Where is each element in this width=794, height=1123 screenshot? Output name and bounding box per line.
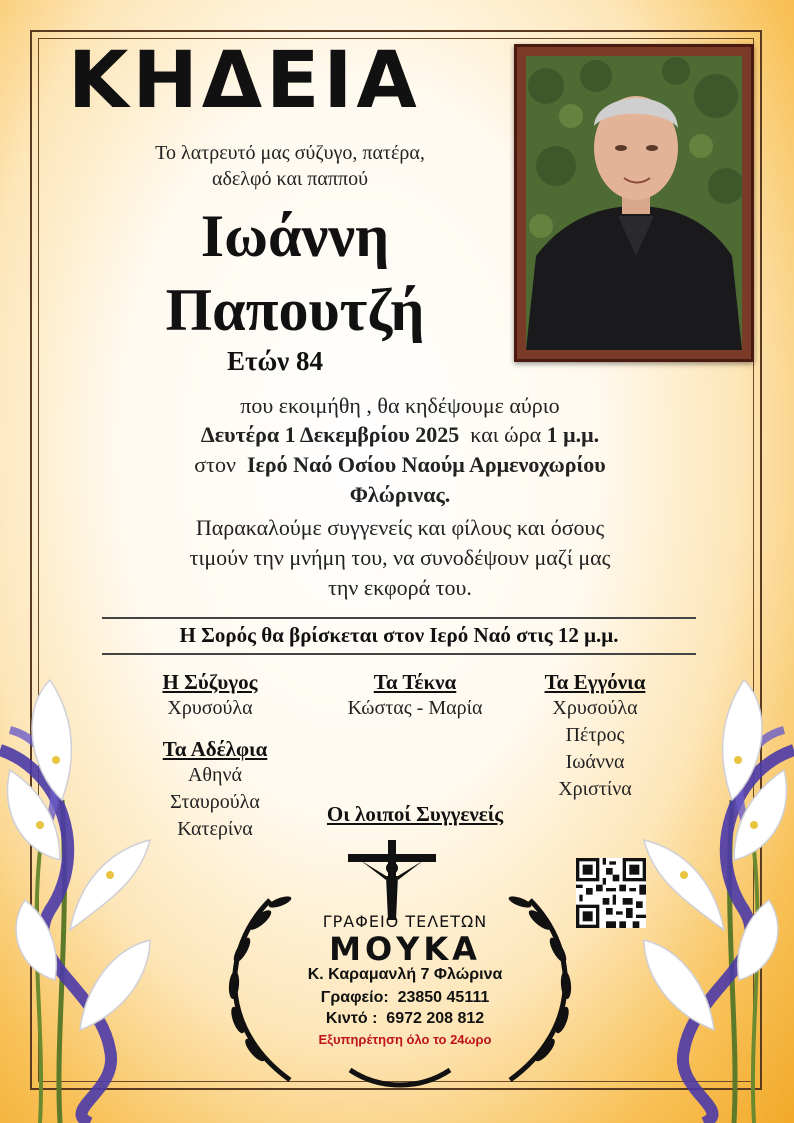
spouse-name: Χρυσούλα [167,697,253,719]
sibling-name: Σταυρούλα [170,791,260,813]
grandchildren-heading: Τα Εγγόνια [544,670,646,694]
funeral-home-name: ΜΟΥΚΑ [329,930,481,968]
grandchildren-block [515,670,675,803]
children-heading: Τα Τέκνα [373,670,457,694]
office-phone[interactable]: 23850 45111 [397,989,490,1006]
service-place-prefix: στον [194,452,236,477]
service-church: Ιερό Ναό Οσίου Ναούμ Αρμενοχωρίου [246,452,606,477]
portrait-photo [526,56,742,350]
children-names: Κώστας - Μαρία [347,697,483,719]
funeral-home-address: Κ. Καραμανλή 7 Φλώρινα [307,966,503,983]
grandchild-name: Ιωάννα [565,751,625,773]
sibling-name: Αθηνά [187,764,242,786]
qr-code-icon[interactable] [576,858,646,928]
service-note: Εξυπηρέτηση όλο το 24ωρο [318,1032,492,1047]
divider-bottom [102,653,696,655]
intro-line-1: Το λατρευτό μας σύζυγο, πατέρα, [155,142,425,164]
portrait-frame [514,44,754,362]
office-label: Γραφείο: [320,989,389,1006]
invite-line-1: Παρακαλούμε συγγενείς και φίλους και όσους [195,515,605,540]
sibling-name: Κατερίνα [177,818,253,840]
office-phone-line [260,989,550,1007]
siblings-heading: Τα Αδέλφια [162,737,268,761]
invite-line-2: τιμούν την μνήμη του, να συνοδέψουν μαζί μας [189,545,611,570]
mobile-phone[interactable]: 6972 208 812 [386,1010,485,1027]
spouse-block [130,670,290,722]
deceased-last-name: Παπουτζή [165,277,425,343]
service-place-line [60,452,740,478]
service-date: Δευτέρα 1 Δεκεμβρίου 2025 [200,422,460,447]
deceased-age: Ετών 84 [226,346,323,376]
grandchild-name: Χρυσούλα [552,697,638,719]
children-block [320,670,510,722]
spouse-heading: Η Σύζυγος [162,670,258,694]
deceased-first-name: Ιωάννη [200,203,390,269]
funeral-home-label: ΓΡΑΦΕΙΟ ΤΕΛΕΤΩΝ [322,912,488,931]
siblings-block [130,737,300,843]
service-time: 1 μ.μ. [546,422,600,447]
mobile-label: Κιντό : [325,1010,378,1027]
grandchild-name: Πέτρος [565,724,625,746]
body-notice: Η Σορός θα βρίσκεται στον Ιερό Ναό στις 12 μ.μ. [179,623,619,647]
service-time-prefix: και ώρα [470,422,542,447]
service-town: Φλώρινας. [349,482,451,507]
service-date-line [60,422,740,448]
invite-line-3: την εκφορά του. [328,575,472,600]
other-relatives: Οι λοιποί Συγγενείς [326,802,504,826]
page-title: ΚΗΔΕΙΑ [68,36,421,126]
mobile-phone-line [260,1010,550,1028]
intro-line-2: αδελφό και παππού [212,168,368,190]
intro-text [100,140,480,192]
service-line-1: που εκοιμήθη , θα κηδέψουμε αύριο [240,393,560,418]
divider-top [102,617,696,619]
grandchild-name: Χριστίνα [558,778,632,800]
